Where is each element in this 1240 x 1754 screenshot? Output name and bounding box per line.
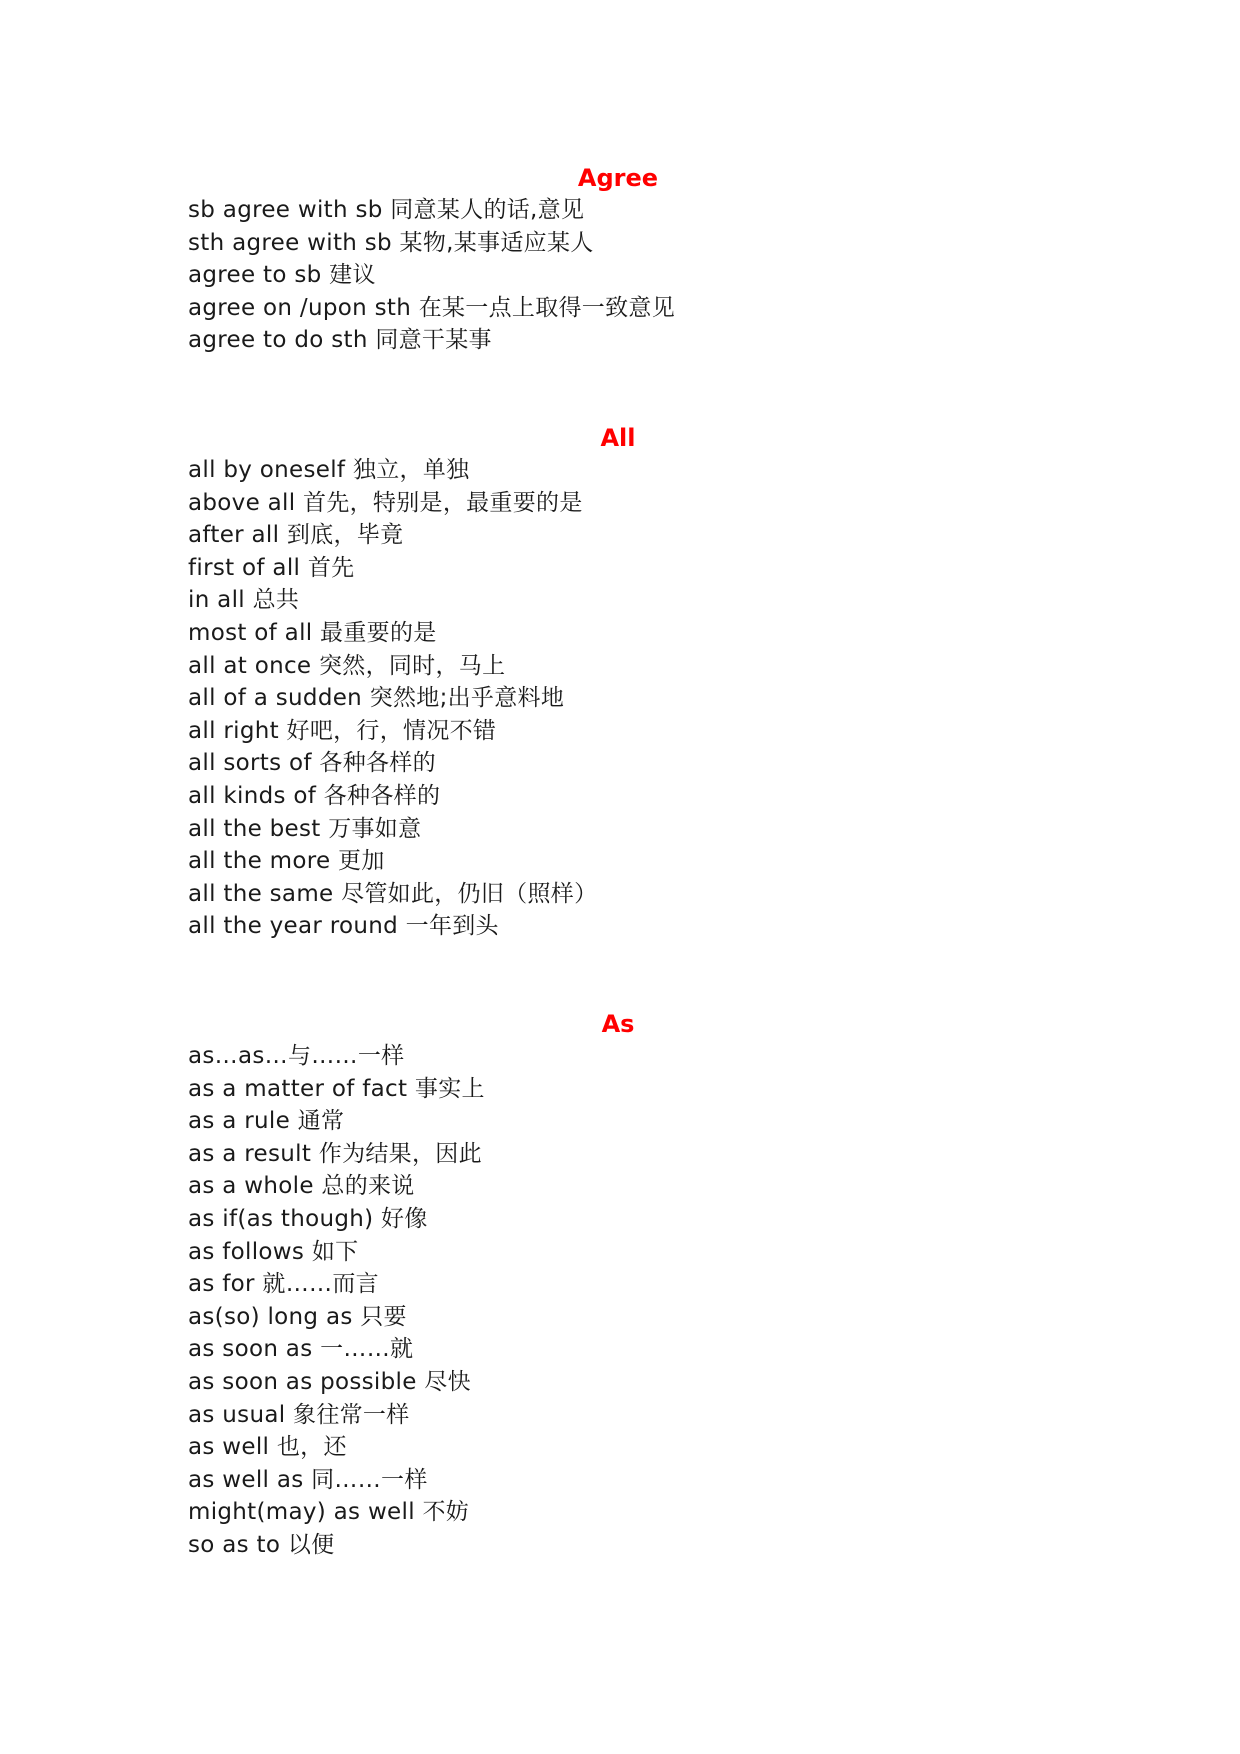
phrase-entry: all the year round 一年到头 [188,913,499,940]
phrase-entry: agree to sb 建议 [188,262,376,289]
phrase-entry: as a rule 通常 [188,1108,345,1135]
phrase-entry: as soon as possible 尽快 [188,1368,471,1395]
phrase-entry: all by oneself 独立，单独 [188,457,470,483]
phrase-entry: agree on /upon sth 在某一点上取得一致意见 [188,294,675,321]
phrase-entry: in all 总共 [188,587,300,614]
phrase-entry: as a whole 总的来说 [188,1173,415,1200]
phrase-entry: as well as 同……一样 [188,1466,428,1493]
phrase-entry: sth agree with sb 某物,某事适应某人 [188,229,594,256]
phrase-entry: all at once 突然，同时，马上 [188,652,506,679]
section-heading-as: As [601,1010,635,1038]
section-agree [188,162,1048,357]
phrase-entry: all of a sudden 突然地;出乎意料地 [188,685,565,712]
phrase-entry: all the same 尽管如此，仍旧（照样） [188,880,598,907]
phrase-entry: most of all 最重要的是 [188,619,437,646]
phrase-entry: so as to 以便 [188,1531,335,1558]
phrase-entry: first of all 首先 [188,554,355,581]
phrase-entry: all the more 更加 [188,848,385,875]
phrase-entry: all right 好吧，行，情况不错 [188,717,497,744]
phrase-entry: might(may) as well 不妨 [188,1499,470,1526]
phrase-entry: as soon as 一……就 [188,1336,414,1363]
phrase-entry: as a result 作为结果，因此 [188,1140,482,1167]
section-as [188,1008,1048,1562]
phrase-entry: all kinds of 各种各样的 [188,782,441,809]
phrase-entry: as usual 象往常一样 [188,1401,410,1428]
phrase-entry: as a matter of fact 事实上 [188,1075,485,1102]
phrase-entry: after all 到底，毕竟 [188,522,404,549]
phrase-entry: as if(as though) 好像 [188,1205,428,1232]
phrase-entry: agree to do sth 同意干某事 [188,327,492,354]
phrase-entry: as well 也，还 [188,1434,347,1461]
phrase-entry: all sorts of 各种各样的 [188,750,436,777]
phrase-entry: as(so) long as 只要 [188,1303,407,1330]
phrase-entry: as follows 如下 [188,1238,359,1265]
section-heading-all: All [600,424,636,452]
phrase-entry: all the best 万事如意 [188,815,422,842]
phrase-entry: above all 首先，特别是，最重要的是 [188,489,583,516]
phrase-entry: sb agree with sb 同意某人的话,意见 [188,197,585,223]
phrase-entry: as for 就……而言 [188,1271,379,1298]
section-heading-agree: Agree [577,164,659,192]
section-all [188,422,1048,943]
phrase-entry: as…as…与……一样 [188,1043,405,1069]
